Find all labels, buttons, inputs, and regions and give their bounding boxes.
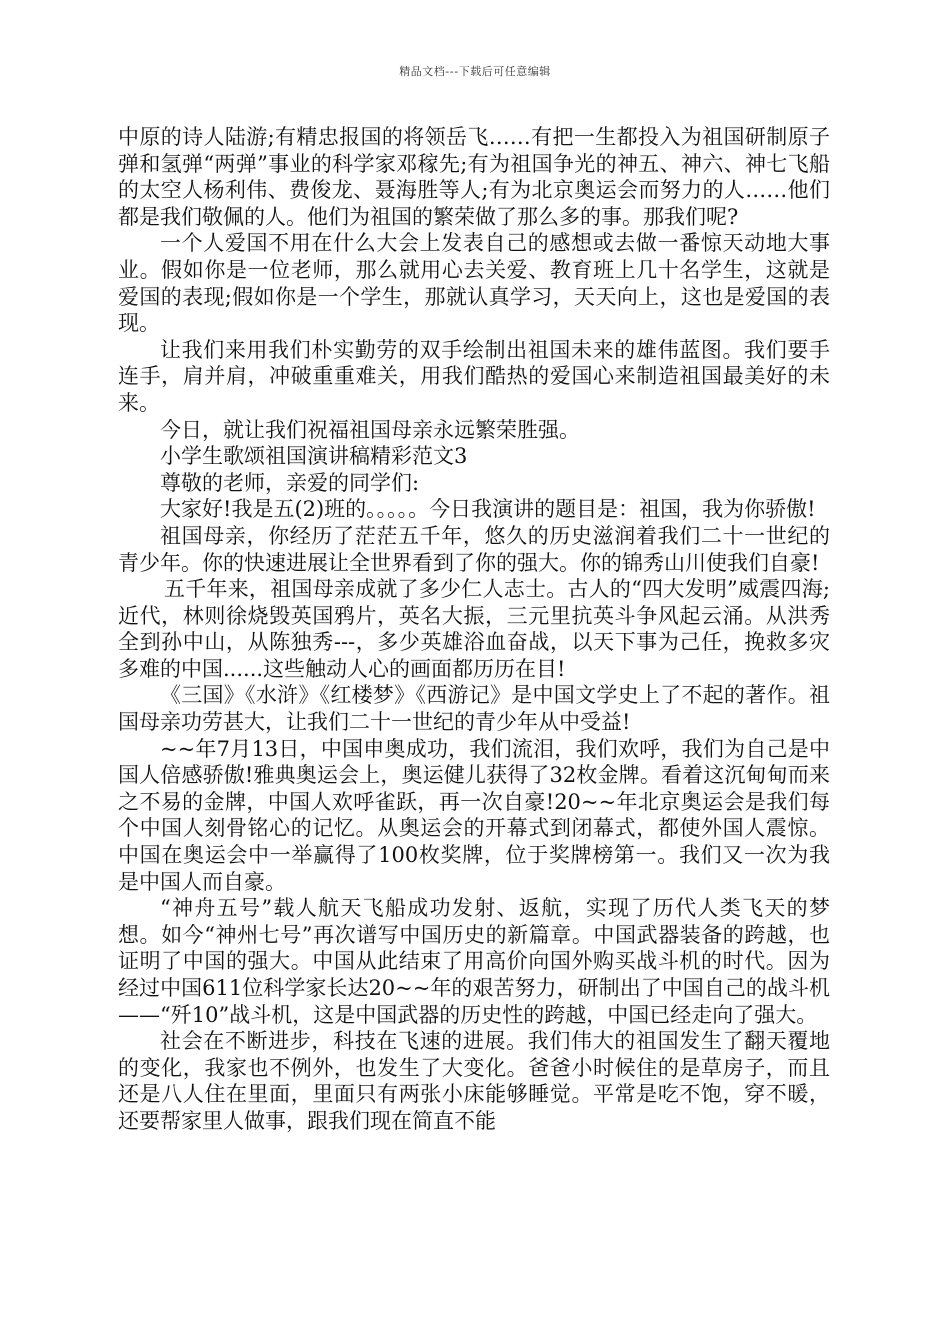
paragraph: 让我们来用我们朴实勤劳的双手绘制出祖国未来的雄伟蓝图。我们要手连手，肩并肩，冲破重重难关，用我们酷热的爱国心来制造祖国最美好的未来。 [118, 337, 830, 415]
paragraph: 大家好!我是五(2)班的。。。。。今日我演讲的题目是：祖国，我为你骄傲! [160, 497, 816, 522]
section-title: 小学生歌颂祖国演讲稿精彩范文3 [160, 444, 468, 469]
paragraph: ~~年7月13日，中国申奥成功，我们流泪，我们欢呼，我们为自己是中国人倍感骄傲!雅典奥运会上，奥运健儿获得了32枚金牌。看着这沉甸甸而来之不易的金牌，中国人欢呼雀跃，再一次自豪!20~~年北京奥运会是我们每个中国人刻骨铭心的记忆。从奥运会的开幕式到闭幕式，都使外国人震惊。中国在奥运会中一举赢得了100枚奖牌，位于奖牌榜第一。我们又一次为我是中国人而自豪。 [118, 736, 830, 894]
paragraph: 《三国》《水浒》《红楼梦》《西游记》是中国文学史上了不起的著作。祖国母亲功劳甚大，让我们二十一世纪的青少年从中受益! [118, 683, 830, 735]
paragraph: 社会在不断进步，科技在飞速的进展。我们伟大的祖国发生了翻天覆地的变化，我家也不例外，也发生了大变化。爸爸小时候住的是草房子，而且还是八人住在里面，里面只有两张小床能够睡觉。平常是吃不饱，穿不暖，还要帮家里人做事，跟我们现在简直不能 [118, 1029, 830, 1133]
paragraph: 中原的诗人陆游;有精忠报国的将领岳飞……有把一生都投入为祖国研制原子弹和氢弹“两弹”事业的科学家邓稼先;有为祖国争光的神五、神六、神七飞船的太空人杨利伟、费俊龙、聂海胜等人;有为北京奥运会而努力的人……他们都是我们敬佩的人。他们为祖国的繁荣做了那么多的事。那我们呢? [118, 125, 830, 229]
document-body [118, 124, 830, 1135]
paragraph: “神舟五号”载人航天飞船成功发射、返航，实现了历代人类飞天的梦想。如今“神州七号”再次谱写中国历史的新篇章。中国武器装备的跨越，也证明了中国的强大。中国从此结束了用高价向国外购买战斗机的时代。因为经过中国611位科学家长达20~~年的艰苦努力，研制出了中国自己的战斗机——“歼10”战斗机，这是中国武器的历史性的跨越，中国已经走向了强大。 [118, 896, 830, 1027]
salutation: 尊敬的老师，亲爱的同学们: [160, 470, 420, 495]
paragraph: 一个人爱国不用在什么大会上发表自己的感想或去做一番惊天动地大事业。假如你是一位老师，那么就用心去关爱、教育班上几十名学生，这就是爱国的表现;假如你是一个学生，那就认真学习，天天向上，这也是爱国的表现。 [118, 231, 830, 336]
paragraph: 祖国母亲，你经历了茫茫五千年，悠久的历史滋润着我们二十一世纪的青少年。你的快速进展让全世界看到了你的强大。你的锦秀山川使我们自豪! [118, 523, 830, 575]
page-header: 精品文档---下载后可任意编辑 [399, 65, 551, 78]
paragraph: 今日，就让我们祝福祖国母亲永远繁荣胜强。 [160, 417, 580, 442]
paragraph: 五千年来，祖国母亲成就了多少仁人志士。古人的“四大发明”威震四海;近代，林则徐烧毁英国鸦片，英名大振，三元里抗英斗争风起云涌。从洪秀全到孙中山，从陈独秀---，多少英雄浴血奋战，以天下事为己任，挽救多灾多难的中国......这些触动人心的画面都历历在目! [118, 577, 830, 681]
